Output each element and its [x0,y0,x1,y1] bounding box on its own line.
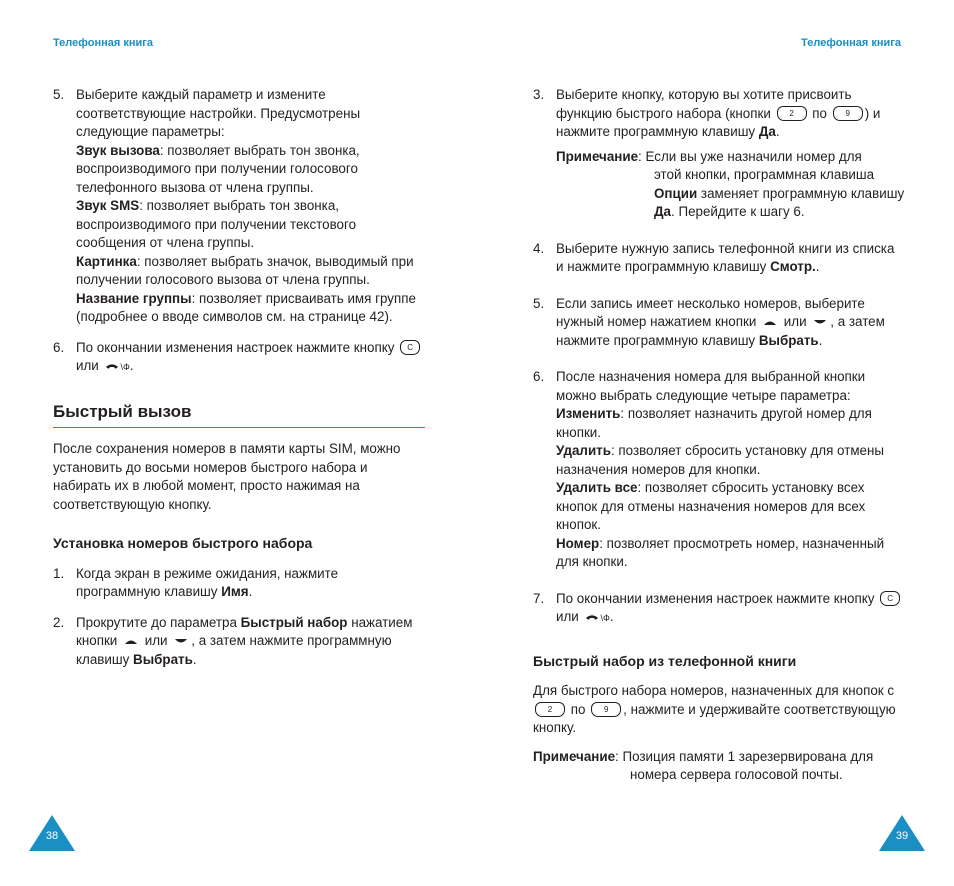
param-number: Номер: позволяет просмотреть номер, назначенный для кнопки. [556,535,885,569]
note: Примечание: Если вы уже назначили номер для этой кнопки, программная клавиша Опции заменяет программную клавишу Да. Перейдите к шагу 6. [556,148,905,219]
right-page [477,0,954,886]
list-item: 7. По окончании изменения настроек нажмите кнопку C или \Ф. [533,590,905,628]
list-item: 4. Выберите нужную запись телефонной книги из списка и нажмите программную клавишу Смотр.. [533,240,895,274]
item-text: По окончании изменения настроек нажмите кнопку C или \Ф. [76,339,425,377]
intro-paragraph: После сохранения номеров в памяти карты SIM, можно установить до восьми номеров быстрого набора и набирать их в любой момент, просто нажимая на соответствующую кнопку. [53,441,401,512]
list-item [53,86,425,327]
page-number: 39 [895,830,909,842]
nav-down-icon [173,637,189,646]
param-group-name: Название группы: позволяет присваивать имя группе (подробнее о вводе символов см. на странице 42). [76,290,416,324]
running-head: Телефонная книга [53,37,153,49]
list-item: 6. По окончании изменения настроек нажмите кнопку C или \Ф. [53,339,425,377]
key-9-icon: 9 [591,702,621,717]
item-number: 5. [53,87,65,102]
key-2-icon: 2 [535,702,565,717]
key-9-icon: 9 [833,106,863,121]
page-number: 38 [45,830,59,842]
nav-up-icon [762,318,778,327]
param-sms-tone: Звук SMS: позволяет выбрать тон звонка, воспроизводимого при получении текстового сообщения от члена группы. [76,198,357,250]
clear-key-icon: C [880,591,900,606]
param-delete-all: Удалить все: позволяет сбросить установку всех кнопок для отмены назначения номеров для всех кнопок. [556,480,866,532]
end-call-key-icon [105,362,119,371]
item-text: Выберите каждый параметр и измените соответствующие настройки. Предусмотрены следующие параметры: [76,87,361,139]
section-title: Быстрый вызов [53,403,425,429]
list-item: 6. После назначения номера для выбранной кнопки можно выбрать следующие четыре параметра: Изменить: позволяет назначить другой номер для кнопки. Удалить: позволяет сбросить установку для отмены назначения номеров для кнопки. Удалить все: позволяет сбросить установку всех кнопок для отмены назначения номеров для всех кнопок. Номер: позволяет просмотреть номер, назначенный для кнопки. [533,368,905,572]
param-delete: Удалить: позволяет сбросить установку для отмены назначения номеров для кнопки. [556,443,885,477]
end-call-key-icon [585,613,599,622]
right-content [533,86,905,785]
key-2-icon: 2 [777,106,807,121]
param-picture: Картинка: позволяет выбрать значок, выводимый при получении голосового вызова от члена группы. [76,253,414,287]
running-head: Телефонная книга [801,37,901,49]
note: Примечание: Позиция памяти 1 зарезервирована для номера сервера голосовой почты. [533,748,874,782]
left-content [53,86,425,681]
nav-down-icon [812,318,828,327]
param-ring-tone: Звук вызова: позволяет выбрать тон звонка, воспроизводимого при получении голосового телефонного вызова от члена группы. [76,142,360,195]
subsection-title: Установка номеров быстрого набора [53,535,313,551]
param-change: Изменить: позволяет назначить другой номер для кнопки. [556,406,872,440]
subsection-title: Быстрый набор из телефонной книги [533,652,797,669]
list-item: 3. Выберите кнопку, которую вы хотите присвоить функцию быстрого набора (кнопки 2 по 9 ) и нажмите программную клавишу Да. Примечание: Если вы уже назначили номер для этой кнопки, программная клавиша Опции заменяет программную клавишу Да. Перейдите к шагу 6. [533,86,905,222]
list-item: 1. Когда экран в режиме ожидания, нажмите программную клавишу Имя. [53,565,339,599]
paragraph: Для быстрого набора номеров, назначенных для кнопок с 2 по 9 , нажмите и удерживайте соответствующую кнопку. [533,683,896,735]
list-item: 2. Прокрутите до параметра Быстрый набор нажатием кнопки или , а затем нажмите программную клавишу Выбрать. [53,614,413,667]
nav-up-icon [123,637,139,646]
list-item: 5. Если запись имеет несколько номеров, выберите нужный номер нажатием кнопки или , а затем нажмите программную клавишу Выбрать. [533,295,885,348]
clear-key-icon: C [400,340,420,355]
